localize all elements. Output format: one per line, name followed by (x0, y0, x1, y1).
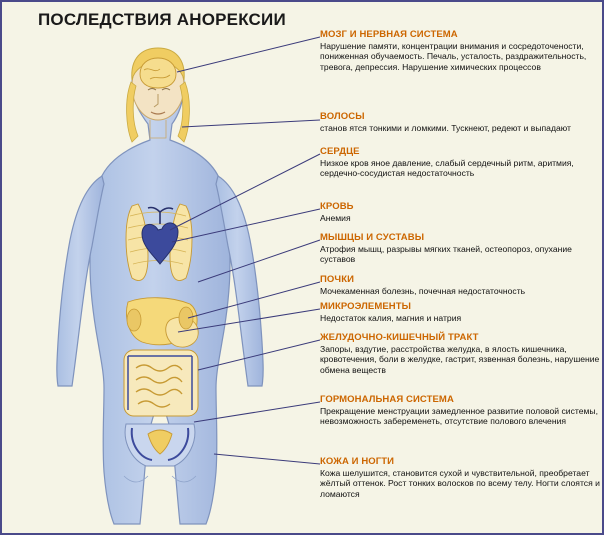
callout-hormonal-body: Прекращение менструации замедленное развитие половой системы, невозможность забеременеть, отсутствие полового влечения (320, 406, 598, 427)
callout-hormonal-heading: ГОРМОНАЛЬНАЯ СИСТЕМА (320, 394, 454, 405)
callout-blood-heading: КРОВЬ (320, 201, 354, 212)
callout-kidneys-heading: ПОЧКИ (320, 274, 355, 285)
intestine-region (124, 350, 198, 416)
callout-git (320, 332, 602, 375)
callout-hair (320, 111, 602, 133)
callout-brain (320, 29, 602, 72)
callout-blood (320, 201, 602, 223)
page-title: ПОСЛЕДСТВИЯ АНОРЕКСИИ (38, 10, 286, 29)
callout-kidneys (320, 274, 602, 296)
kidney-left (127, 309, 141, 331)
anatomy-figure (20, 24, 300, 529)
callout-skin-heading: КОЖА И НОГТИ (320, 456, 395, 467)
callout-trace-elements-body: Недостаток калия, магния и натрия (320, 313, 462, 323)
callout-brain-body: Нарушение памяти, концентрации внимания и сосредоточености, пониженная обучаемость. Печаль, усталость, раздражительность, тревога, депрессия. Нарушение химических процессов (320, 41, 587, 72)
callout-git-body: Запоры, вздутие, расстройства желудка, в ялость кишечника, кровотечения, боли в желудке, гастрит, язвенная болезнь, нарушение обмена веществ (320, 344, 600, 375)
callout-brain-heading: МОЗГ И НЕРВНАЯ СИСТЕМА (320, 29, 458, 40)
callout-heart (320, 146, 602, 179)
brain-region (140, 58, 176, 88)
kidney-right (179, 307, 193, 329)
callout-heart-body: Низкое кров яное давление, слабый сердечный ритм, аритмия, сердечно-сосудистая недостаточность (320, 158, 574, 179)
callout-hormonal (320, 394, 602, 427)
callout-git-heading: ЖЕЛУДОЧНО-КИШЕЧНЫЙ ТРАКТ (320, 332, 479, 343)
callout-trace-elements (320, 301, 602, 323)
callout-skin (320, 456, 602, 499)
callout-hair-heading: ВОЛОСЫ (320, 111, 365, 122)
callout-hair-body: станов ятся тонкими и ломкими. Тускнеют, редеют и выпадают (320, 123, 571, 133)
callout-trace-elements-heading: МИКРОЭЛЕМЕНТЫ (320, 301, 412, 312)
callout-blood-body: Анемия (320, 213, 351, 223)
callout-heart-heading: СЕРДЦЕ (320, 146, 360, 157)
callout-kidneys-body: Мочекаменная болезнь, почечная недостаточность (320, 286, 526, 296)
callout-muscles-body: Атрофия мышц, разрывы мягких тканей, остеопороз, опухание суставов (320, 244, 572, 265)
callout-muscles-heading: МЫШЦЫ И СУСТАВЫ (320, 232, 425, 243)
abdomen-organs (127, 298, 199, 347)
callout-skin-body: Кожа шелушится, становится сухой и чувствительной, преобретает жёлтый оттенок. Рост тонких волосков по всему телу. Ногти слоятся и ломаются (320, 468, 600, 499)
callout-muscles (320, 232, 602, 265)
